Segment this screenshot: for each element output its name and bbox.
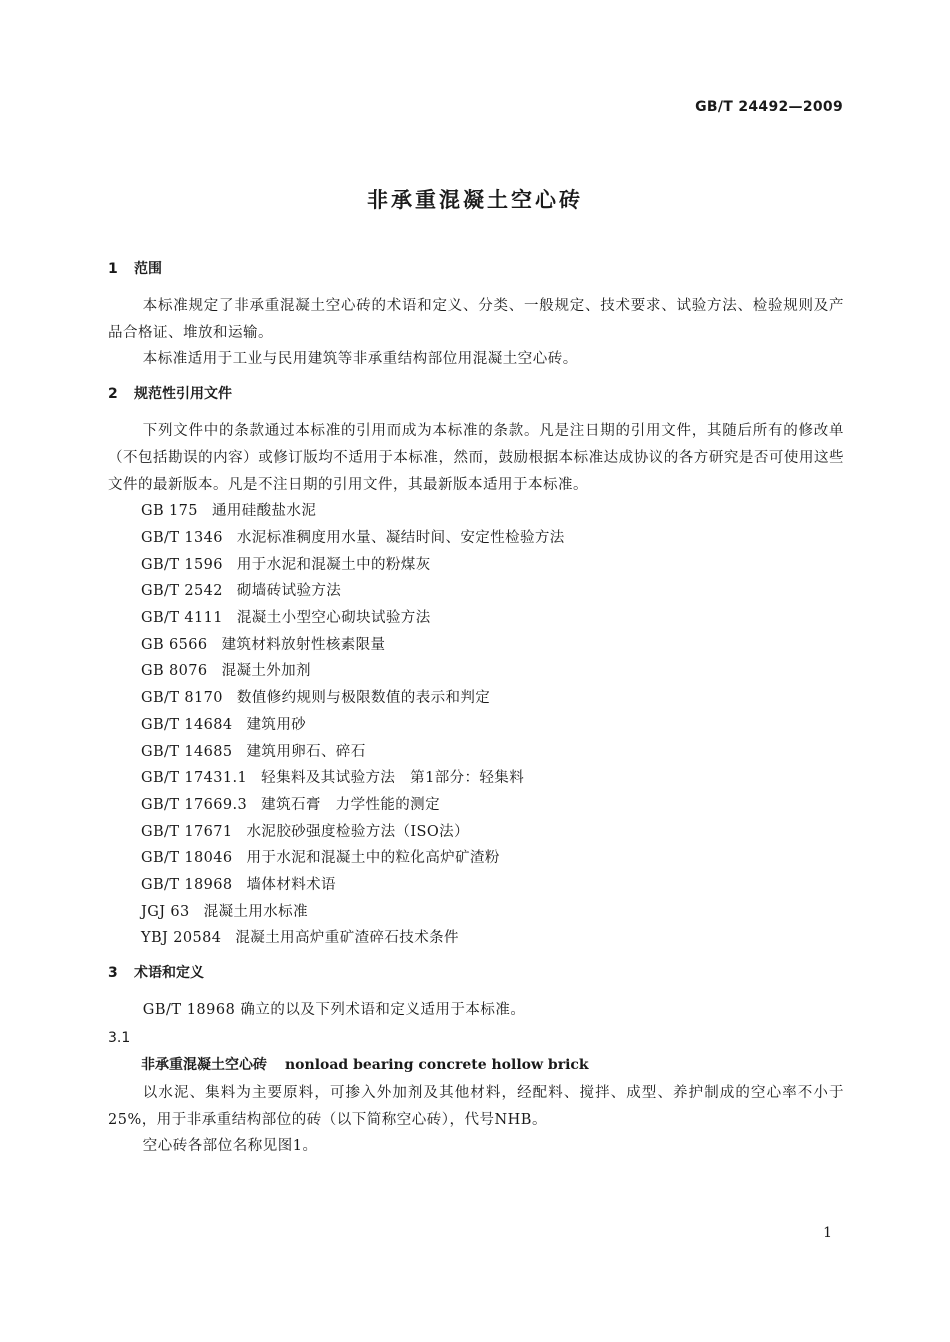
term-definition: 以水泥、集料为主要原料，可掺入外加剂及其他材料，经配料、搅拌、成型、养护制成的空心率不小于25%，用于非承重结构部位的砖（以下简称空心砖），代号NHB。 [108, 1084, 844, 1128]
reference-item [108, 552, 844, 579]
section-1-paragraph: 本标准规定了非承重混凝土空心砖的术语和定义、分类、一般规定、技术要求、试验方法、检验规则及产品合格证、堆放和运输。 [108, 298, 844, 341]
reference-title: 混凝土外加剂 [221, 663, 311, 680]
term-heading [108, 1050, 844, 1080]
term-english: nonload bearing concrete hollow brick [285, 1056, 589, 1073]
section-2-number: 2 [108, 386, 118, 403]
figure-reference-note: 空心砖各部位名称见图1。 [142, 1138, 318, 1155]
reference-title: 数值修约规则与极限数值的表示和判定 [236, 690, 491, 707]
reference-item [108, 685, 844, 712]
reference-code: JGJ 63 [141, 903, 190, 920]
reference-title: 水泥胶砂强度检验方法（ISO法） [246, 823, 469, 840]
reference-code: YBJ 20584 [141, 930, 222, 947]
reference-item [108, 658, 844, 685]
reference-code: GB 175 [141, 503, 198, 520]
page-number: 1 [823, 1225, 832, 1241]
reference-item [108, 792, 844, 819]
reference-title: 用于水泥和混凝土中的粉煤灰 [236, 556, 431, 573]
reference-title: 用于水泥和混凝土中的粒化高炉矿渣粉 [246, 850, 500, 867]
reference-code: GB/T 1346 [141, 529, 223, 546]
standard-code: GB/T 24492—2009 [695, 99, 843, 115]
reference-title: 建筑用卵石、碎石 [246, 743, 366, 760]
reference-title: 建筑材料放射性核素限量 [221, 636, 386, 653]
document-title: 非承重混凝土空心砖 [367, 188, 583, 212]
section-3-heading [108, 962, 844, 984]
reference-title: 水泥标准稠度用水量、凝结时间、安定性检验方法 [236, 529, 565, 546]
reference-code: GB/T 4111 [141, 610, 223, 627]
reference-item [108, 632, 844, 659]
section-1-title: 范围 [134, 261, 162, 277]
reference-item [108, 498, 844, 525]
section-2-title: 规范性引用文件 [134, 386, 232, 403]
reference-code: GB/T 2542 [141, 583, 223, 600]
section-1-heading [108, 258, 844, 280]
reference-code: GB/T 14685 [141, 743, 233, 760]
reference-code: GB/T 17431.1 [141, 770, 248, 787]
reference-item [108, 845, 844, 872]
reference-item [108, 525, 844, 552]
reference-item [108, 819, 844, 846]
reference-title: 通用硅酸盐水泥 [211, 503, 317, 520]
section-2-heading [108, 383, 844, 405]
reference-item [108, 605, 844, 632]
reference-code: GB/T 8170 [141, 690, 223, 707]
reference-title: 混凝土用高炉重矿渣碎石技术条件 [235, 930, 459, 947]
reference-item [108, 712, 844, 739]
document-body [108, 258, 844, 1160]
reference-item [108, 872, 844, 899]
section-3-title: 术语和定义 [134, 965, 204, 982]
reference-item [108, 899, 844, 926]
reference-title: 墙体材料术语 [246, 877, 336, 894]
term-chinese: 非承重混凝土空心砖 [141, 1056, 267, 1073]
clause-number: 3.1 [108, 1029, 131, 1046]
reference-code: GB 6566 [141, 636, 208, 653]
reference-item [108, 925, 844, 952]
reference-item [108, 765, 844, 792]
reference-title: 混凝土用水标准 [203, 903, 308, 920]
reference-code: GB/T 17671 [141, 823, 233, 840]
section-2-intro: 下列文件中的条款通过本标准的引用而成为本标准的条款。凡是注日期的引用文件，其随后所有的修改单（不包括勘误的内容）或修订版均不适用于本标准，然而，鼓励根据本标准达成协议的各方研究是否可使用这些文件的最新版本。凡是不注日期的引用文件，其最新版本适用于本标准。 [108, 423, 844, 493]
section-3-intro: GB/T 18968 确立的以及下列术语和定义适用于本标准。 [142, 1002, 526, 1019]
reference-code: GB/T 14684 [141, 716, 233, 733]
reference-code: GB/T 17669.3 [141, 796, 248, 813]
reference-code: GB/T 1596 [141, 556, 223, 573]
reference-list [108, 498, 844, 952]
reference-title: 建筑石膏 力学性能的测定 [261, 796, 440, 813]
reference-title: 轻集料及其试验方法 第1部分：轻集料 [261, 770, 525, 787]
reference-code: GB/T 18968 [141, 877, 233, 894]
reference-code: GB/T 18046 [141, 850, 233, 867]
reference-code: GB 8076 [141, 663, 208, 680]
reference-title: 混凝土小型空心砌块试验方法 [236, 610, 431, 627]
reference-item [108, 739, 844, 766]
reference-title: 建筑用砂 [246, 716, 307, 733]
section-1-paragraph: 本标准适用于工业与民用建筑等非承重结构部位用混凝土空心砖。 [142, 351, 578, 368]
section-3-number: 3 [108, 965, 118, 982]
section-1-number: 1 [108, 261, 118, 277]
reference-title: 砌墙砖试验方法 [236, 583, 342, 600]
reference-item [108, 578, 844, 605]
